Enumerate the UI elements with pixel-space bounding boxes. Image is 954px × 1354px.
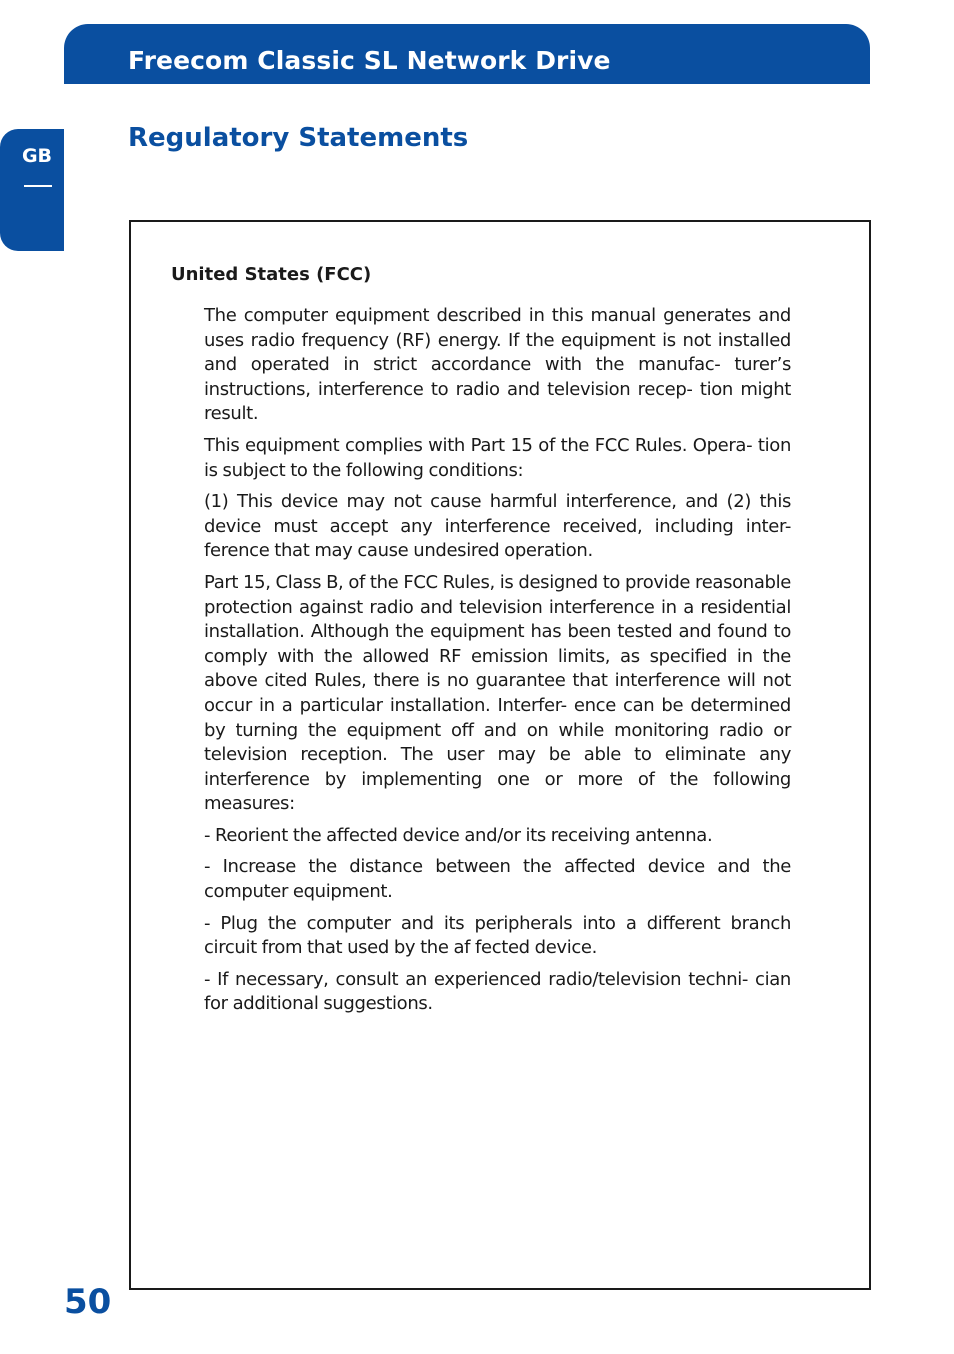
document-title: Freecom Classic SL Network Drive — [128, 46, 611, 75]
section-title: Regulatory Statements — [128, 123, 469, 153]
paragraph-class-b: Part 15, Class B, of the FCC Rules, is designed to provide reasonable protection against radio and television interference in a residential installation. Although the equipment has been tested and found to comply with the allowed RF emission limits, as specified in the above cited Rules, there is no guarantee that interference will not occur in a particular installation. Interfer- ence can be determined by turning the equipment off and on while monitoring radio or television reception. The user may be able to eliminate any interference by implementing one or more of the following measures: — [204, 571, 791, 815]
header-bar — [64, 24, 870, 84]
sub-heading: United States (FCC) — [171, 264, 372, 285]
measure-distance: - Increase the distance between the affected device and the computer equipment. — [204, 856, 791, 903]
paragraph-compliance: This equipment complies with Part 15 of the FCC Rules. Opera- tion is subject to the following conditions: — [204, 434, 791, 481]
paragraph-list — [204, 304, 791, 1024]
measure-branch-circuit: - Plug the computer and its peripherals into a different branch circuit from that used by the af fected device. — [204, 912, 791, 959]
language-tab — [0, 129, 64, 251]
paragraph-conditions: (1) This device may not cause harmful interference, and (2) this device must accept any interference received, including inter- ference that may cause undesired operation. — [204, 491, 791, 562]
language-label: GB — [21, 145, 53, 167]
measure-reorient: - Reorient the affected device and/or its receiving antenna. — [204, 824, 713, 846]
language-tab-divider — [24, 185, 52, 187]
paragraph-rf-energy: The computer equipment described in this manual generates and uses radio frequency (RF) energy. If the equipment is not installed and operated in strict accordance with the manufac- turer’s instructions, interference to radio and television recep- tion might result. — [204, 305, 791, 425]
measure-consult: - If necessary, consult an experienced radio/television techni- cian for additional suggestions. — [204, 968, 791, 1015]
content-box — [129, 220, 871, 1290]
page-number: 50 — [64, 1282, 112, 1322]
